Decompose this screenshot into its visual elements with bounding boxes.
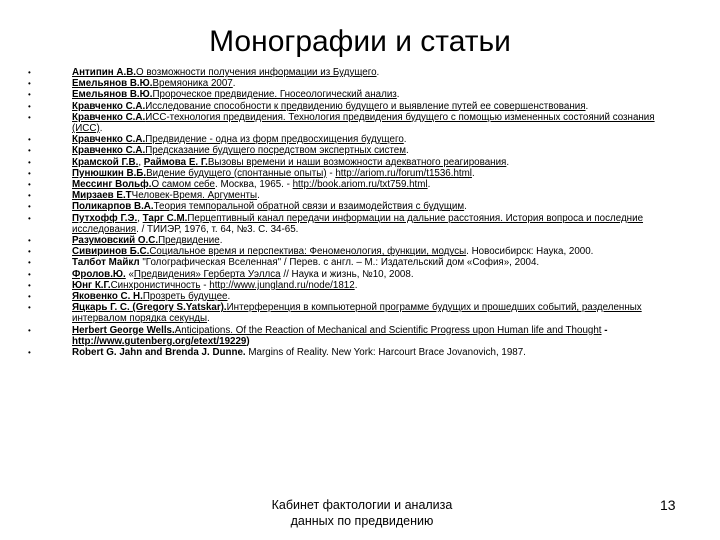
title-link[interactable]: Перцептивный канал передачи информации на дальние расстояния. История вопроса и последние исследования (72, 212, 644, 235)
reference-item (28, 157, 680, 168)
author-link[interactable]: Путхофф Г.Э. (72, 212, 138, 224)
source-text: . (506, 156, 510, 168)
author-separator: , (137, 212, 143, 224)
reference-item (28, 280, 680, 291)
reference-item (28, 302, 680, 324)
reference-item (28, 213, 680, 235)
author-link[interactable]: Сивиринов Б.С. (72, 246, 150, 258)
author-link[interactable]: Юнг К.Г. (72, 279, 111, 291)
title-link[interactable]: Видение будущего (спонтанные опыты) (146, 167, 327, 179)
source-text: . (396, 89, 400, 101)
reference-item (28, 257, 680, 268)
source-text: . (406, 145, 409, 157)
title-link[interactable]: ИСС-технология предвидения. Технология предвидения будущего с помощью измененных состояний сознания (ИСС) (72, 111, 655, 135)
reference-item (28, 67, 680, 78)
author-link[interactable]: Herbert George Wells. (72, 324, 175, 336)
source-tail: . (354, 279, 358, 291)
author-link[interactable]: Кравченко С.А. (72, 134, 146, 146)
source-text: . (207, 313, 210, 325)
title-link[interactable]: Пророческое предвидение. Гносеологический анализ (152, 89, 397, 101)
source-text: . Новосибирск: Наука, 2000. (466, 246, 594, 258)
closing-paren: ) (246, 335, 250, 347)
source-text: Margins of Reality. New York: Harcourt Brace Jovanovich, 1987. (245, 347, 526, 359)
source-text: - (200, 279, 210, 291)
url-link[interactable]: http://ariom.ru/forum/t1536.html (335, 167, 472, 179)
author-name: Талбот Майкл (72, 257, 140, 269)
author-link[interactable]: Яцкарь Г. С. (Gregory S.Yatskar). (72, 302, 227, 314)
source-text: "Голографическая Вселенная" / Перев. с англ. – М.: Издательский дом «София», 2004. (139, 257, 540, 269)
author-link[interactable]: Поликарпов В.А. (72, 201, 154, 213)
source-text: « (125, 268, 134, 280)
source-tail: . (427, 179, 431, 191)
author-link[interactable]: Емельянов В.Ю. (72, 89, 153, 101)
author-separator: , (138, 156, 144, 168)
title-link[interactable]: Предвидения» Герберта Уэллса (133, 268, 281, 280)
reference-item (28, 101, 680, 112)
reference-item (28, 291, 680, 302)
reference-item (28, 201, 680, 212)
reference-item (28, 145, 680, 156)
reference-item (28, 246, 680, 257)
title-link[interactable]: Синхронистичность (110, 279, 201, 291)
author-link[interactable]: Яковенко С. Н. (72, 291, 143, 303)
slide-title: Монографии и статьи (209, 25, 511, 58)
title-link[interactable]: Вызовы времени и наши возможности адекватного реагирования (207, 156, 507, 168)
reference-item (28, 269, 680, 280)
reference-item (28, 168, 680, 179)
references-list (28, 67, 680, 358)
source-text: . (464, 201, 467, 213)
title-link[interactable]: О возможности получения информации из Будущего (136, 67, 377, 78)
footer-caption (250, 497, 474, 529)
separator-text: - (601, 324, 608, 336)
reference-item (28, 112, 680, 134)
title-link[interactable]: Времяоника 2007 (152, 78, 233, 90)
title-link[interactable]: Интерференция в компьютерной программе будущих и прошедших событий, разделенных интервалом порядка секунды (72, 302, 642, 325)
source-tail: // Наука и жизнь, №10, 2008. (280, 268, 414, 280)
reference-item (28, 190, 680, 201)
title-link[interactable]: Человек-Время. Аргументы (131, 190, 258, 202)
url-link[interactable]: http://book.ariom.ru/txt759.html (292, 179, 428, 191)
source-text: - (326, 167, 336, 179)
source-text: . (99, 123, 103, 135)
footer-line-1: Кабинет фактологии и анализа (271, 498, 453, 512)
title-link[interactable]: Социальное время и перспектива: Феноменология, функции, модусы (149, 246, 467, 258)
title-link[interactable]: Anticipations. Of the Reaction of Mechanical and Scientific Progress upon Human life and Thought (174, 324, 602, 336)
author-link[interactable]: Мессинг Вольф. (72, 179, 152, 191)
source-text: . (227, 291, 231, 303)
author-link[interactable]: Крамской Г.В. (72, 156, 139, 168)
title-link[interactable]: Предвидение (158, 235, 220, 247)
source-text: . Москва, 1965. - (215, 179, 293, 191)
page-number: 13 (660, 497, 676, 513)
coauthor-link[interactable]: Тарг С.М. (142, 212, 188, 224)
author-link[interactable]: Антипин А.В. (72, 67, 136, 78)
footer-line-2: данных по предвидению (290, 514, 434, 528)
author-link[interactable]: Емельянов В.Ю. (72, 78, 153, 90)
title-link[interactable]: Предвидение - одна из форм предвосхищения будущего (145, 134, 404, 146)
reference-item (28, 179, 680, 190)
title-link[interactable]: Теория темпоральной обратной связи и взаимодействия с будущим (153, 201, 465, 213)
author-link[interactable]: Кравченко С.А. (72, 111, 146, 123)
source-text: . (219, 235, 223, 247)
source-text: . (585, 100, 589, 112)
reference-item (28, 347, 680, 358)
reference-item (28, 78, 680, 89)
reference-item (28, 89, 680, 100)
author-link[interactable]: Кравченко С.А. (72, 145, 146, 157)
title-link[interactable]: О самом себе (151, 179, 216, 191)
url-link[interactable]: http://www.jungland.ru/node/1812 (209, 279, 355, 291)
title-link[interactable]: Прозреть будущее (142, 291, 228, 303)
source-tail: . (471, 167, 475, 179)
author-link[interactable]: Кравченко С.А. (72, 100, 146, 112)
source-text: . (232, 78, 236, 90)
source-text: . (257, 190, 260, 202)
source-text: . (403, 134, 407, 146)
source-text: . / ТИИЭР, 1976, т. 64, №3. С. 34-65. (136, 223, 299, 235)
author-link[interactable]: Фролов.Ю. (72, 268, 126, 280)
coauthor-link[interactable]: Раймова Е. Г. (143, 156, 208, 168)
author-name: Robert G. Jahn and Brenda J. Dunne. (72, 347, 246, 359)
author-link[interactable]: Пунюшкин В.Б. (72, 167, 147, 179)
author-link[interactable]: Мирзаев Е.Т (72, 190, 132, 202)
author-link[interactable]: Разумовский О.С. (72, 235, 159, 247)
source-text: . (376, 67, 380, 78)
title-link[interactable]: Исследование способности к предвидению будущего и выявление путей ее совершенствования (145, 100, 586, 112)
url-link[interactable]: http://www.gutenberg.org/etext/19229 (72, 335, 247, 347)
reference-item (28, 325, 680, 347)
title-link[interactable]: Предсказание будущего посредством экспертных систем (145, 145, 406, 157)
reference-item (28, 134, 680, 145)
reference-item (28, 235, 680, 246)
